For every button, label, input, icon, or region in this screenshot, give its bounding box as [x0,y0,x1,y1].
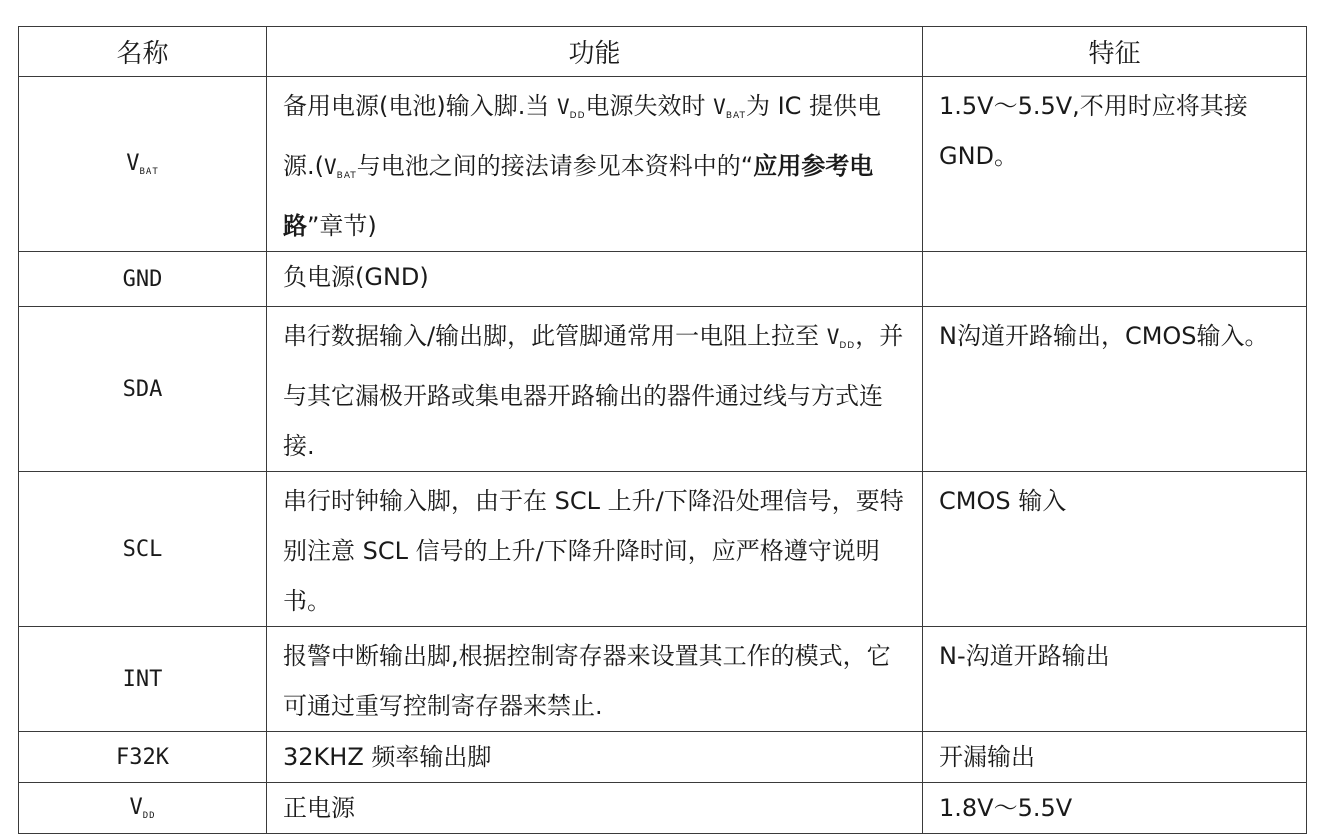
pin-name-int: INT [19,627,267,732]
table-row-vdd [19,783,1307,834]
pin-name-f32k: F32K [19,732,267,783]
pin-name-scl: SCL [19,472,267,627]
pin-name-vbat: $V_{BAT}$ [19,77,267,252]
pin-function-scl: 串行时钟输入脚，由于在 SCL 上升/下降沿处理信号，要特别注意 SCL 信号的上升/下降升降时间，应严格遵守说明书。 [267,472,923,627]
table-row-f32k [19,732,1307,783]
pin-function-int: 报警中断输出脚,根据控制寄存器来设置其工作的模式，它可通过重写控制寄存器来禁止. [267,627,923,732]
pin-name-gnd: GND [19,252,267,307]
table-row-int [19,627,1307,732]
pin-feature-sda: N沟道开路输出，CMOS输入。 [923,307,1307,472]
pin-feature-vdd: 1.8V～5.5V [923,783,1307,834]
table-row-vbat [19,77,1307,252]
header-row [19,27,1307,77]
header-function: 功能 [267,27,923,77]
table-row-scl [19,472,1307,627]
pin-feature-int: N-沟道开路输出 [923,627,1307,732]
pin-function-gnd: 负电源(GND) [267,252,923,307]
table-row-gnd [19,252,1307,307]
pin-name-vdd: $V_{DD}$ [19,783,267,834]
pin-function-f32k: 32KHZ 频率输出脚 [267,732,923,783]
pin-function-vdd: 正电源 [267,783,923,834]
pin-feature-vbat: 1.5V～5.5V,不用时应将其接 GND。 [923,77,1307,252]
header-name: 名称 [19,27,267,77]
table-row-sda [19,307,1307,472]
header-feature: 特征 [923,27,1307,77]
pin-name-sda: SDA [19,307,267,472]
pin-function-vbat: 备用电源(电池)输入脚.当 $V_{DD}$电源失效时 $V_{BAT}$为 IC 提供电源$.(V_{BAT}$与电池之间的接法请参见本资料中的“应用参考电路”章节) [267,77,923,252]
pin-function-sda: 串行数据输入/输出脚，此管脚通常用一电阻上拉至 $V_{DD}$，并与其它漏极开路或集电器开路输出的器件通过线与方式连接. [267,307,923,472]
pin-feature-scl: CMOS 输入 [923,472,1307,627]
pin-description-table [18,26,1307,834]
pin-feature-f32k: 开漏输出 [923,732,1307,783]
pin-feature-gnd [923,252,1307,307]
